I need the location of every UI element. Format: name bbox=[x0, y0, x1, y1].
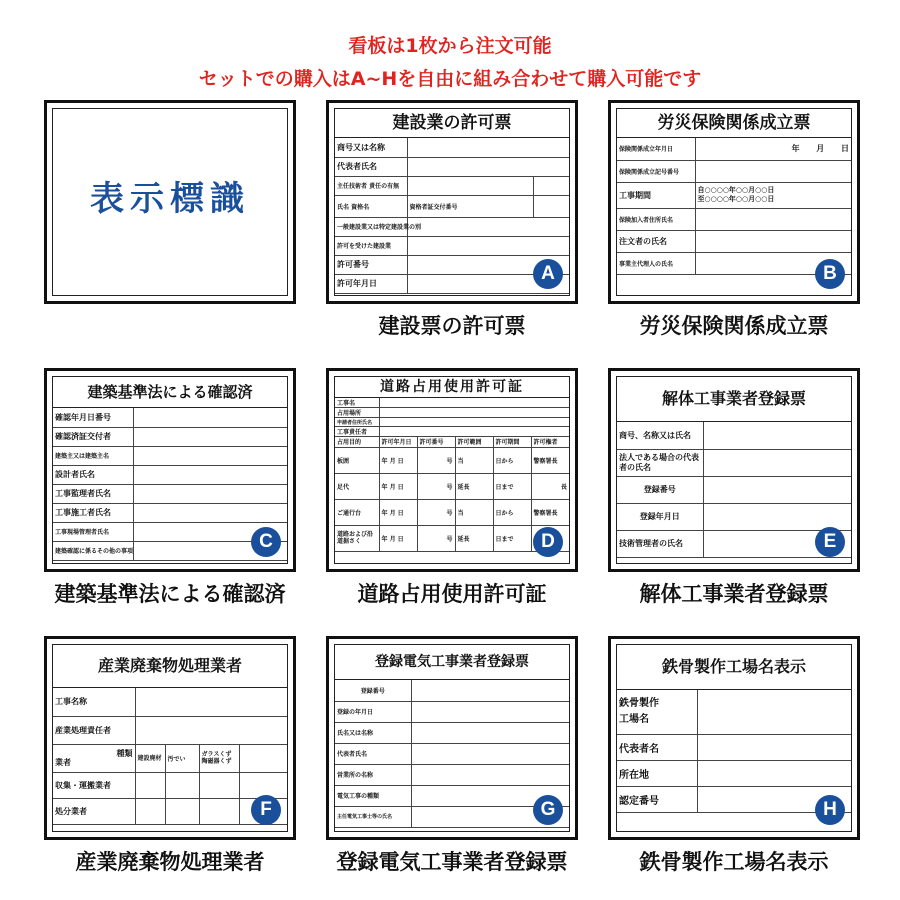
table-cell: 道路および沿道据さく bbox=[335, 525, 379, 551]
table-cell: 注文者の氏名 bbox=[617, 230, 695, 252]
sign-display-title: 表示標識 bbox=[90, 179, 250, 219]
table-cell: 日まで bbox=[493, 525, 531, 551]
table-cell: 商号、名称又は氏名 bbox=[617, 422, 703, 449]
sign-a-construction-permit[interactable] bbox=[326, 100, 578, 304]
table-cell: 代表者名 bbox=[617, 734, 697, 760]
table-cell: 登録年月日 bbox=[617, 503, 703, 530]
table-cell: 設計者氏名 bbox=[53, 465, 133, 484]
table-cell: 工事名 bbox=[335, 398, 379, 408]
sign-d-title: 道路占用使用許可証 bbox=[335, 377, 569, 398]
sign-a-badge: A bbox=[533, 259, 563, 289]
table-header: 許可年月日 bbox=[379, 437, 417, 447]
sign-d-badge: D bbox=[533, 527, 563, 557]
sign-a-caption: 建設票の許可票 bbox=[378, 314, 526, 338]
table-cell: 年 月 日 bbox=[379, 525, 417, 551]
table-cell: 主任電気工事士等の氏名 bbox=[335, 806, 411, 827]
table-header: 許可番号 bbox=[417, 437, 455, 447]
table-cell: 自○○○○年○○月○○日 至○○○○年○○月○○日 bbox=[695, 182, 851, 208]
table-cell: 認定番号 bbox=[617, 786, 697, 812]
table-cell: 建築主又は建築主名 bbox=[53, 446, 133, 465]
table-cell: 一般建設業又は特定建設業の別 bbox=[335, 217, 407, 236]
table-cell: 氏名 資格名 bbox=[335, 195, 407, 217]
table-cell: 号 bbox=[417, 473, 455, 499]
sign-b-table bbox=[617, 138, 851, 275]
sign-g-badge: G bbox=[533, 795, 563, 825]
table-cell: 建築確認に係るその他の事項 bbox=[53, 541, 133, 560]
sign-g-title: 登録電気工事業者登録票 bbox=[335, 645, 569, 680]
table-cell: 年 月 日 bbox=[695, 138, 851, 160]
table-header: 許可期間 bbox=[493, 437, 531, 447]
table-cell: 建設廃材 bbox=[135, 744, 165, 772]
sign-g-caption: 登録電気工事業者登録票 bbox=[336, 850, 568, 874]
promo-header bbox=[0, 30, 900, 96]
table-cell: 産業処理責任者 bbox=[53, 716, 135, 744]
sign-f-caption: 産業廃棄物処理業者 bbox=[75, 850, 265, 874]
table-cell: 警察署長 bbox=[531, 447, 569, 473]
table-cell: 代表者氏名 bbox=[335, 743, 411, 764]
table-cell: 長 bbox=[531, 473, 569, 499]
sign-g-electrical-registration[interactable] bbox=[326, 636, 578, 840]
table-cell: 足代 bbox=[335, 473, 379, 499]
table-cell: 許可年月日 bbox=[335, 274, 407, 293]
sign-h-caption: 鉄骨製作工場名表示 bbox=[639, 850, 829, 874]
sign-e-caption: 解体工事業者登録票 bbox=[639, 582, 829, 606]
table-cell: 収集・運搬業者 bbox=[53, 772, 135, 798]
sign-d-caption: 道路占用使用許可証 bbox=[357, 582, 547, 606]
sign-a-title: 建設業の許可票 bbox=[335, 109, 569, 138]
table-cell: 工事期間 bbox=[617, 182, 695, 208]
table-cell: 商号又は名称 bbox=[335, 138, 407, 157]
sign-h-badge: H bbox=[815, 795, 845, 825]
sign-b-badge: B bbox=[815, 259, 845, 289]
table-cell: 日まで bbox=[493, 473, 531, 499]
table-cell: 日から bbox=[493, 447, 531, 473]
table-cell: 営業所の名称 bbox=[335, 764, 411, 785]
table-cell: 延長 bbox=[455, 525, 493, 551]
table-cell: 保険関係成立記号番号 bbox=[617, 160, 695, 182]
table-cell: 保険加入者住所氏名 bbox=[617, 208, 695, 230]
sign-f-waste-handler[interactable] bbox=[44, 636, 296, 840]
table-cell: 工事名称 bbox=[53, 688, 135, 716]
table-cell: 年 月 日 bbox=[379, 499, 417, 525]
table-cell: 年 月 日 bbox=[379, 447, 417, 473]
table-header: 許可範囲 bbox=[455, 437, 493, 447]
sign-display-label[interactable] bbox=[44, 100, 296, 304]
table-cell: 工事責任者 bbox=[335, 427, 379, 437]
table-cell: 登録番号 bbox=[335, 680, 411, 701]
sign-e-badge: E bbox=[815, 527, 845, 557]
table-header: 許可権者 bbox=[531, 437, 569, 447]
promo-line-2: セットでの購入はA~Hを自由に組み合わせて購入可能です bbox=[198, 68, 702, 90]
table-cell: 工事監理者氏名 bbox=[53, 484, 133, 503]
table-cell: 工事施工者氏名 bbox=[53, 503, 133, 522]
sign-b-labor-insurance[interactable] bbox=[608, 100, 860, 304]
sign-h-steel-factory[interactable] bbox=[608, 636, 860, 840]
table-cell: 代表者氏名 bbox=[335, 157, 407, 176]
sign-c-building-confirmation[interactable] bbox=[44, 368, 296, 572]
table-cell: 保険関係成立年月日 bbox=[617, 138, 695, 160]
table-cell: 技術管理者の氏名 bbox=[617, 530, 703, 557]
table-cell: 所在地 bbox=[617, 760, 697, 786]
table-cell: 鉄骨製作 工場名 bbox=[617, 690, 697, 734]
table-cell: 当 bbox=[455, 499, 493, 525]
table-cell: 登録の年月日 bbox=[335, 701, 411, 722]
sign-f-title: 産業廃棄物処理業者 bbox=[53, 645, 287, 688]
table-cell: 事業主代理人の氏名 bbox=[617, 252, 695, 274]
sign-e-demolition-registration[interactable] bbox=[608, 368, 860, 572]
table-cell: 主任技術者 責任の有無 bbox=[335, 176, 407, 195]
sign-f-badge: F bbox=[251, 795, 281, 825]
table-cell: 氏名又は名称 bbox=[335, 722, 411, 743]
table-cell: 資格者証交付番号 bbox=[407, 195, 533, 217]
sign-h-table bbox=[617, 690, 851, 813]
table-cell: 年 月 日 bbox=[379, 473, 417, 499]
sign-h-title: 鉄骨製作工場名表示 bbox=[617, 645, 851, 690]
table-cell: 種類 業者 bbox=[53, 744, 135, 772]
table-cell: 処分業者 bbox=[53, 798, 135, 824]
table-cell: 申請者住所氏名 bbox=[335, 418, 379, 427]
table-cell: 延長 bbox=[455, 473, 493, 499]
sign-b-caption: 労災保険関係成立票 bbox=[639, 314, 829, 338]
table-cell: 号 bbox=[417, 499, 455, 525]
table-cell: 当 bbox=[455, 447, 493, 473]
sign-c-badge: C bbox=[251, 527, 281, 557]
table-cell: 法人である場合の代表者の氏名 bbox=[617, 449, 703, 476]
table-cell: 確認年月日番号 bbox=[53, 408, 133, 427]
table-cell: ご通行台 bbox=[335, 499, 379, 525]
table-cell: 汚でい bbox=[165, 744, 199, 772]
table-cell: 警察署長 bbox=[531, 499, 569, 525]
sign-c-caption: 建築基準法による確認済 bbox=[54, 582, 286, 606]
sign-d-top-table bbox=[335, 398, 569, 437]
table-cell: 許可番号 bbox=[335, 255, 407, 274]
table-header: 占用目的 bbox=[335, 437, 379, 447]
table-cell: 号 bbox=[417, 525, 455, 551]
promo-line-1: 看板は1枚から注文可能 bbox=[348, 35, 552, 57]
table-cell: ガラスくず陶磁器くず bbox=[199, 744, 239, 772]
sign-e-title: 解体工事業者登録票 bbox=[617, 377, 851, 422]
sign-c-title: 建築基準法による確認済 bbox=[53, 377, 287, 408]
sign-b-title: 労災保険関係成立票 bbox=[617, 109, 851, 138]
table-cell: 板囲 bbox=[335, 447, 379, 473]
table-cell: 電気工事の種類 bbox=[335, 785, 411, 806]
table-cell: 登録番号 bbox=[617, 476, 703, 503]
table-cell: 許可を受けた建設業 bbox=[335, 236, 407, 255]
table-cell: 日から bbox=[493, 499, 531, 525]
table-cell: 占用場所 bbox=[335, 408, 379, 418]
sign-d-road-permit[interactable] bbox=[326, 368, 578, 572]
table-cell: 工事現場管理者氏名 bbox=[53, 522, 133, 541]
table-cell: 確認済証交付者 bbox=[53, 427, 133, 446]
table-cell: 号 bbox=[417, 447, 455, 473]
